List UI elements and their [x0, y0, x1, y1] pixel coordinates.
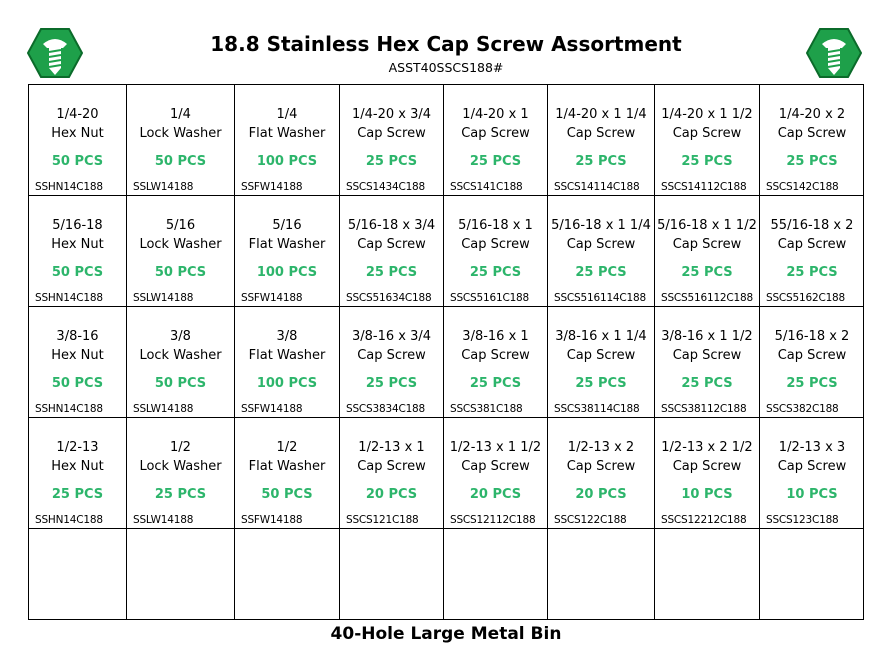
bin-size-label: 5/16: [272, 218, 302, 233]
bin-quantity: 25 PCS: [681, 154, 733, 169]
bin-cell: [655, 307, 760, 418]
bin-cell: [760, 418, 864, 529]
bin-size-label: 5/16-18 x 1 1/4: [551, 218, 651, 233]
bin-cell: [29, 418, 127, 529]
bin-part-type: Cap Screw: [566, 348, 636, 363]
bin-part-type: Lock Washer: [139, 348, 222, 363]
bin-part-type: Cap Screw: [566, 459, 636, 474]
bin-part-type: Flat Washer: [248, 459, 326, 474]
bin-cell: [760, 307, 864, 418]
bin-cell: [235, 418, 340, 529]
bin-quantity: 25 PCS: [575, 265, 627, 280]
bin-size-label: 1/2: [170, 440, 191, 455]
bin-cell: [235, 529, 340, 620]
bin-part-type: Cap Screw: [357, 126, 426, 141]
assortment-sku: ASST40SSCS188#: [388, 60, 504, 75]
bin-quantity: 25 PCS: [365, 376, 418, 391]
bin-part-type: Cap Screw: [461, 126, 530, 141]
bin-cell: [29, 196, 127, 307]
bin-part-code: SSLW14188: [133, 514, 194, 526]
bin-cell: [340, 85, 444, 196]
bin-part-type: Flat Washer: [248, 348, 326, 363]
bin-part-type: Cap Screw: [672, 459, 742, 474]
bin-size-label: 55/16-18 x 2: [770, 218, 854, 233]
bin-cell: [29, 307, 127, 418]
bin-cell: [127, 418, 235, 529]
bin-part-code: SSCS121C188: [346, 514, 419, 526]
bin-part-code: SSLW14188: [133, 181, 194, 193]
bin-part-code: SSCS516114C188: [554, 292, 646, 304]
bin-quantity: 25 PCS: [365, 265, 418, 280]
bin-part-code: SSCS12212C188: [661, 514, 747, 526]
bin-part-code: SSCS12112C188: [450, 514, 536, 526]
bin-part-code: SSCS516112C188: [661, 292, 753, 304]
bin-part-code: SSCS5161C188: [450, 292, 530, 304]
bin-quantity: 20 PCS: [575, 487, 627, 502]
bin-cell: [340, 418, 444, 529]
footer-label: 40-Hole Large Metal Bin: [330, 624, 562, 644]
bin-size-label: 1/2-13 x 1: [358, 440, 425, 455]
bin-cell: [548, 529, 655, 620]
bin-part-type: Hex Nut: [51, 126, 104, 141]
bin-size-label: 1/2-13: [56, 440, 99, 455]
bin-quantity: 25 PCS: [469, 154, 522, 169]
bin-part-type: Cap Screw: [777, 237, 847, 252]
bin-part-code: SSCS381C188: [450, 403, 523, 415]
bin-part-type: Lock Washer: [139, 237, 222, 252]
bin-quantity: 25 PCS: [469, 265, 522, 280]
bin-cell: [655, 85, 760, 196]
bin-size-label: 5/16-18 x 1 1/2: [657, 218, 757, 233]
bin-size-label: 3/8-16 x 1 1/2: [661, 329, 753, 344]
bin-size-label: 5/16: [165, 218, 196, 233]
bin-quantity: 50 PCS: [154, 265, 207, 280]
bin-part-type: Hex Nut: [51, 237, 104, 252]
bin-part-code: SSLW14188: [133, 292, 194, 304]
bin-size-label: 5/16-18: [52, 218, 103, 233]
bin-size-label: 1/4-20 x 1 1/2: [661, 107, 753, 122]
bin-quantity: 100 PCS: [256, 376, 318, 391]
bin-part-type: Flat Washer: [248, 237, 326, 252]
bin-cell: [760, 196, 864, 307]
bin-part-code: SSCS122C188: [554, 514, 627, 526]
bin-part-code: SSFW14188: [241, 403, 303, 415]
bin-size-label: 1/4-20 x 1: [462, 107, 529, 122]
bin-size-label: 5/16-18 x 3/4: [347, 218, 436, 233]
bin-part-code: SSFW14188: [241, 514, 303, 526]
bin-part-code: SSCS3834C188: [346, 403, 426, 415]
bin-cell: [444, 418, 548, 529]
bin-part-type: Cap Screw: [777, 348, 847, 363]
bin-quantity: 20 PCS: [365, 487, 418, 502]
bin-size-label: 3/8: [276, 329, 298, 344]
bin-part-code: SSCS5162C188: [766, 292, 846, 304]
bin-quantity: 50 PCS: [51, 265, 104, 280]
bin-size-label: 5/16-18 x 1: [458, 218, 533, 233]
bin-size-label: 3/8-16: [56, 329, 99, 344]
bin-cell: [340, 307, 444, 418]
bin-part-type: Flat Washer: [248, 126, 326, 141]
bin-part-code: SSCS123C188: [766, 514, 839, 526]
bin-size-label: 3/8-16 x 1 1/4: [555, 329, 647, 344]
bin-part-code: SSFW14188: [241, 181, 303, 193]
bin-size-label: 1/4-20 x 1 1/4: [555, 107, 647, 122]
bin-cell: [235, 307, 340, 418]
bin-quantity: 100 PCS: [256, 154, 318, 169]
bin-quantity: 25 PCS: [154, 487, 207, 502]
bin-size-label: 1/2-13 x 2 1/2: [661, 440, 753, 455]
bin-cell: [127, 307, 235, 418]
bin-part-code: SSCS51634C188: [346, 292, 432, 304]
bin-part-type: Cap Screw: [357, 348, 426, 363]
bin-part-type: Cap Screw: [777, 459, 847, 474]
bin-size-label: 3/8: [170, 329, 191, 344]
bin-quantity: 25 PCS: [575, 376, 627, 391]
bin-cell: [340, 529, 444, 620]
bin-size-label: 1/4: [170, 107, 191, 122]
bin-cell: [760, 529, 864, 620]
bin-quantity: 50 PCS: [154, 376, 207, 391]
bin-quantity: 25 PCS: [51, 487, 104, 502]
bin-part-code: SSCS382C188: [766, 403, 839, 415]
bin-cell: [444, 307, 548, 418]
bin-cell: [444, 85, 548, 196]
bin-size-label: 5/16-18 x 2: [774, 329, 850, 344]
bin-part-code: SSHN14C188: [35, 403, 103, 415]
bin-quantity: 25 PCS: [681, 376, 733, 391]
bin-quantity: 10 PCS: [681, 487, 733, 502]
bin-part-type: Lock Washer: [139, 459, 222, 474]
bin-cell: [235, 196, 340, 307]
bin-cell: [29, 529, 127, 620]
bin-quantity: 50 PCS: [51, 376, 104, 391]
bin-part-code: SSFW14188: [241, 292, 303, 304]
bin-size-label: 1/2-13 x 1 1/2: [449, 440, 542, 455]
bin-part-type: Cap Screw: [672, 126, 742, 141]
bin-size-label: 1/4-20 x 3/4: [351, 107, 432, 122]
bin-cell: [444, 529, 548, 620]
bin-part-type: Hex Nut: [51, 348, 104, 363]
bin-part-code: SSLW14188: [133, 403, 194, 415]
bin-size-label: 1/2-13 x 3: [778, 440, 846, 455]
bin-quantity: 25 PCS: [786, 376, 838, 391]
bin-size-label: 1/4: [276, 107, 298, 122]
bin-cell: [444, 196, 548, 307]
bin-quantity: 100 PCS: [256, 265, 318, 280]
bin-part-code: SSCS14112C188: [661, 181, 747, 193]
page-title: 18.8 Stainless Hex Cap Screw Assortment: [210, 32, 682, 56]
bin-part-type: Cap Screw: [357, 459, 426, 474]
bin-quantity: 50 PCS: [261, 487, 313, 502]
bin-size-label: 1/4-20 x 2: [778, 107, 846, 122]
bin-cell: [548, 307, 655, 418]
bin-part-code: SSHN14C188: [35, 292, 103, 304]
bin-part-code: SSCS14114C188: [554, 181, 640, 193]
bin-quantity: 50 PCS: [154, 154, 207, 169]
bin-cell: [655, 196, 760, 307]
bin-cell: [548, 196, 655, 307]
bin-quantity: 10 PCS: [786, 487, 838, 502]
bin-part-type: Cap Screw: [461, 459, 530, 474]
bin-cell: [127, 85, 235, 196]
bin-quantity: 25 PCS: [681, 265, 733, 280]
bin-part-code: SSCS141C188: [450, 181, 523, 193]
bin-part-code: SSCS1434C188: [346, 181, 426, 193]
bin-size-label: 3/8-16 x 3/4: [351, 329, 432, 344]
bin-cell: [548, 85, 655, 196]
bin-quantity: 25 PCS: [575, 154, 627, 169]
bin-part-code: SSHN14C188: [35, 181, 103, 193]
bin-part-type: Hex Nut: [51, 459, 104, 474]
bin-part-code: SSCS142C188: [766, 181, 839, 193]
bin-cell: [29, 85, 127, 196]
bin-grid: [28, 84, 864, 620]
bin-part-type: Lock Washer: [139, 126, 222, 141]
bin-quantity: 25 PCS: [365, 154, 418, 169]
bin-part-type: Cap Screw: [566, 237, 636, 252]
bin-quantity: 25 PCS: [469, 376, 522, 391]
bin-size-label: 1/4-20: [56, 107, 99, 122]
bin-part-type: Cap Screw: [672, 237, 742, 252]
bin-part-type: Cap Screw: [461, 237, 530, 252]
bin-part-type: Cap Screw: [672, 348, 742, 363]
bin-cell: [340, 196, 444, 307]
bin-size-label: 3/8-16 x 1: [462, 329, 529, 344]
bin-cell: [235, 85, 340, 196]
bin-quantity: 25 PCS: [786, 265, 838, 280]
bin-part-code: SSCS38112C188: [661, 403, 747, 415]
bin-quantity: 50 PCS: [51, 154, 104, 169]
bin-cell: [760, 85, 864, 196]
bin-quantity: 25 PCS: [786, 154, 838, 169]
bin-cell: [548, 418, 655, 529]
bin-quantity: 20 PCS: [469, 487, 522, 502]
bin-size-label: 1/2-13 x 2: [567, 440, 635, 455]
bin-part-code: SSHN14C188: [35, 514, 103, 526]
bin-part-type: Cap Screw: [566, 126, 636, 141]
bin-cell: [127, 196, 235, 307]
bin-part-type: Cap Screw: [461, 348, 530, 363]
bin-size-label: 1/2: [276, 440, 298, 455]
bin-part-type: Cap Screw: [777, 126, 847, 141]
bin-part-code: SSCS38114C188: [554, 403, 640, 415]
bin-cell: [127, 529, 235, 620]
bin-cell: [655, 418, 760, 529]
bin-cell: [655, 529, 760, 620]
bin-part-type: Cap Screw: [357, 237, 426, 252]
